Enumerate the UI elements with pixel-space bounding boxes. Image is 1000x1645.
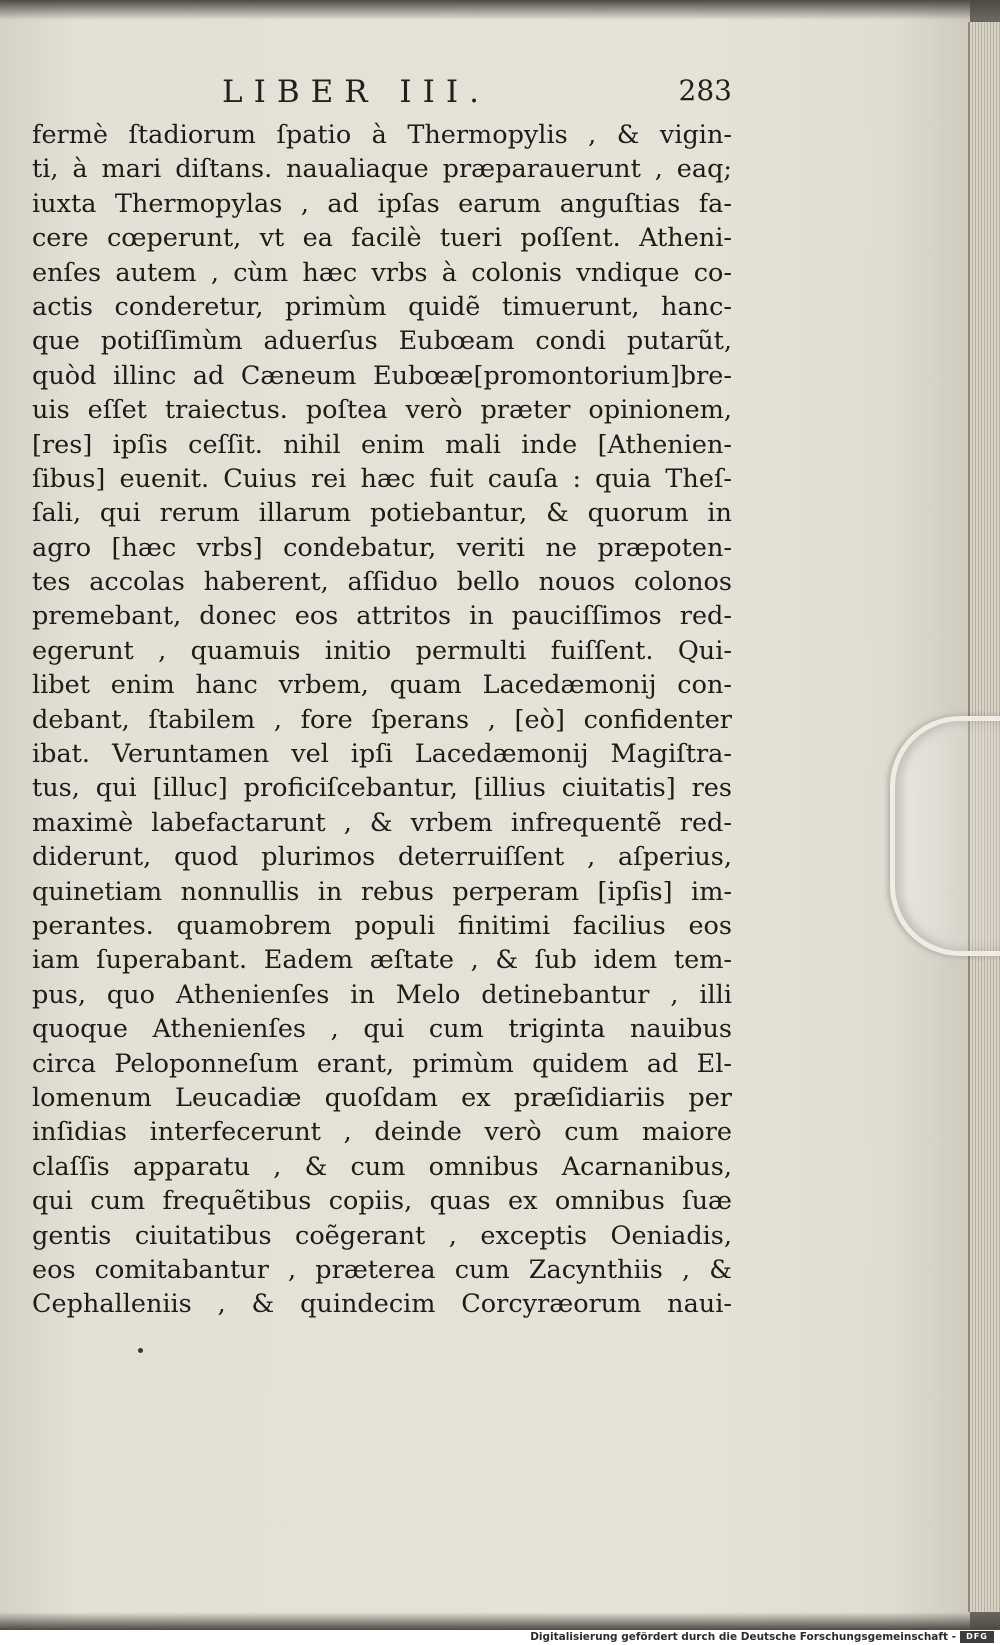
text-line: tes accolas haberent, aſſiduo bello nouos colonos xyxy=(32,567,732,598)
text-line: eos comitabantur , præterea cum Zacynthiis , & xyxy=(32,1254,732,1285)
text-line: libet enim hanc vrbem, quam Lacedæmonij con- xyxy=(32,670,732,701)
text-line: agro [hæc vrbs] condebatur, veriti ne præpoten- xyxy=(32,532,732,563)
text-line: premebant, donec eos attritos in pauciſſimos red- xyxy=(32,601,732,632)
text-line: quoque Athenienſes , qui cum triginta nauibus xyxy=(32,1014,732,1045)
text-line: gentis ciuitatibus coẽgerant , exceptis Oeniadis, xyxy=(32,1220,732,1251)
page-header xyxy=(32,74,732,114)
text-line: qui cum frequẽtibus copiis, quas ex omnibus ſuæ xyxy=(32,1186,732,1217)
text-line: lomenum Leucadiæ quoſdam ex præſidiariis per xyxy=(32,1082,732,1113)
top-edge-shadow xyxy=(0,0,1000,20)
text-line: tus, qui [illuc] proficiſcebantur, [illius ciuitatis] res xyxy=(32,773,732,804)
page-number: 283 xyxy=(678,74,732,107)
text-line: [res] ipſis ceſſit. nihil enim mali inde [Athenien- xyxy=(32,429,732,460)
dfg-logo: DFG xyxy=(960,1631,994,1643)
text-line: cere cœperunt, vt ea facilè tueri poſſent. Atheni- xyxy=(32,223,732,254)
text-line: perantes. quamobrem populi finitimi facilius eos xyxy=(32,910,732,941)
text-line: diderunt, quod plurimos deterruiſſent , aſperius, xyxy=(32,842,732,873)
funding-credit: Digitalisierung gefördert durch die Deutsche Forschungsgemeinschaft - xyxy=(530,1631,956,1643)
text-line: circa Peloponneſum erant, primùm quidem ad El- xyxy=(32,1048,732,1079)
text-line: iam ſuperabant. Eadem æſtate , & ſub idem tem- xyxy=(32,945,732,976)
running-title: LIBER III. xyxy=(222,74,491,110)
body-text xyxy=(32,118,732,1322)
text-line: fermè ſtadiorum ſpatio à Thermopylis , & vigin- xyxy=(32,120,732,150)
text-line: uis eſſet traiectus. poſtea verò præter opinionem, xyxy=(32,395,732,426)
text-line: quòd illinc ad Cæneum Eubœæ[promontorium]bre- xyxy=(32,360,732,391)
bottom-edge-shadow xyxy=(0,1612,1000,1630)
page-clip xyxy=(890,716,1000,956)
text-line: ti, à mari diſtans. naualiaque præparauerunt , eaq; xyxy=(32,154,732,185)
text-line: ſali, qui rerum illarum potiebantur, & quorum in xyxy=(32,498,732,529)
text-line: pus, quo Athenienſes in Melo detinebantur , illi xyxy=(32,979,732,1010)
footer-bar xyxy=(0,1630,1000,1645)
text-line: claſſis apparatu , & cum omnibus Acarnanibus, xyxy=(32,1151,732,1182)
text-line: actis conderetur, primùm quidẽ timuerunt, hanc- xyxy=(32,291,732,322)
text-line: debant, ſtabilem , fore ſperans , [eò] confidenter xyxy=(32,704,732,735)
text-line: quinetiam nonnullis in rebus perperam [ipſis] im- xyxy=(32,876,732,907)
text-line: egerunt , quamuis initio permulti fuiſſent. Qui- xyxy=(32,635,732,666)
text-line: enſes autem , cùm hæc vrbs à colonis vndique co- xyxy=(32,257,732,288)
text-line: que potiſſimùm aduerſus Eubœam condi putarũt, xyxy=(32,326,732,357)
text-line: ſibus] euenit. Cuius rei hæc fuit cauſa : quia Theſ- xyxy=(32,463,732,494)
text-line: Cephalleniis , & quindecim Corcyræorum naui- xyxy=(32,1289,732,1320)
text-line: ibat. Veruntamen vel ipſi Lacedæmonij Magiſtra- xyxy=(32,739,732,770)
text-line: maximè labefactarunt , & vrbem infrequentẽ red- xyxy=(32,807,732,838)
text-line: iuxta Thermopylas , ad ipſas earum anguſtias fa- xyxy=(32,188,732,219)
ink-speck xyxy=(138,1348,143,1353)
text-line: inſidias interfecerunt , deinde verò cum maiore xyxy=(32,1117,732,1148)
